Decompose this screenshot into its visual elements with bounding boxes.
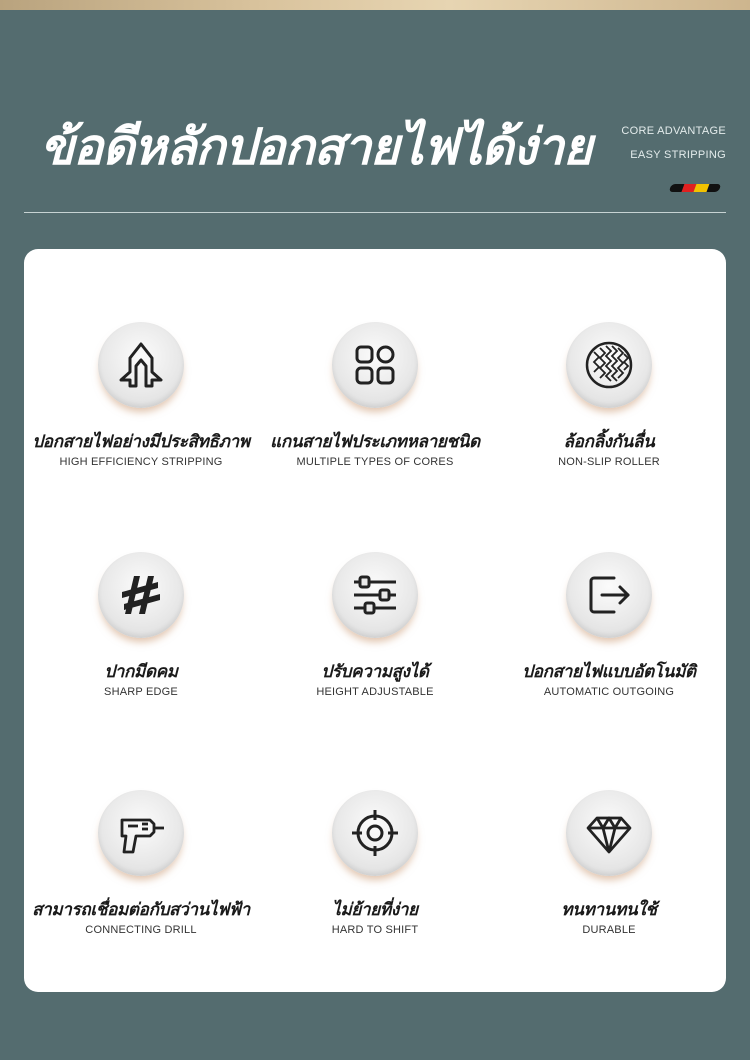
feature-label-en: MULTIPLE TYPES OF CORES xyxy=(296,456,454,468)
features-card xyxy=(24,249,726,992)
feature-label-en: HIGH EFFICIENCY STRIPPING xyxy=(59,456,223,468)
feature-label-en: AUTOMATIC OUTGOING xyxy=(543,686,675,698)
drill-icon xyxy=(98,790,184,876)
target-icon xyxy=(332,790,418,876)
top-photo-strip xyxy=(0,0,750,10)
flag-stripe-black-end xyxy=(706,184,721,192)
feature-label-en: NON-SLIP ROLLER xyxy=(558,456,660,468)
feature-label-th: ปากมีดคม xyxy=(104,662,178,682)
subtitle-core-advantage: CORE ADVANTAGE xyxy=(621,125,726,137)
feature-label-th: ปรับความสูงได้ xyxy=(321,662,429,682)
header-divider xyxy=(24,212,726,213)
diamond-icon xyxy=(566,790,652,876)
page-title: ข้อดีหลักปอกสายไฟได้ง่าย xyxy=(40,118,592,176)
sliders-icon xyxy=(332,552,418,638)
feature-label-th: ทนทานทนใช้ xyxy=(561,900,657,920)
feature-label-th: แกนสายไฟประเภทหลายชนิด xyxy=(270,432,480,452)
feature-label-en: HARD TO SHIFT xyxy=(331,924,419,936)
subtitle-easy-stripping: EASY STRIPPING xyxy=(630,149,726,161)
feature-label-th: ไม่ย้ายที่ง่าย xyxy=(332,900,418,920)
feature-label-th: ปอกสายไฟอย่างมีประสิทธิภาพ xyxy=(32,432,250,452)
rocket-icon xyxy=(98,322,184,408)
roller-icon xyxy=(566,322,652,408)
feature-label-en: CONNECTING DRILL xyxy=(85,924,197,936)
feature-label-th: สามารถเชื่อมต่อกับสว่านไฟฟ้า xyxy=(32,900,250,920)
feature-label-th: ปอกสายไฟแบบอัตโนมัติ xyxy=(522,662,696,682)
feature-label-en: HEIGHT ADJUSTABLE xyxy=(316,686,434,698)
exit-icon xyxy=(566,552,652,638)
grid-icon xyxy=(332,322,418,408)
flag-stripe xyxy=(669,184,722,192)
feature-label-en: DURABLE xyxy=(582,924,636,936)
feature-label-en: SHARP EDGE xyxy=(104,686,178,698)
feature-label-th: ล้อกลิ้งกันลื่น xyxy=(563,432,655,452)
blade-icon xyxy=(98,552,184,638)
